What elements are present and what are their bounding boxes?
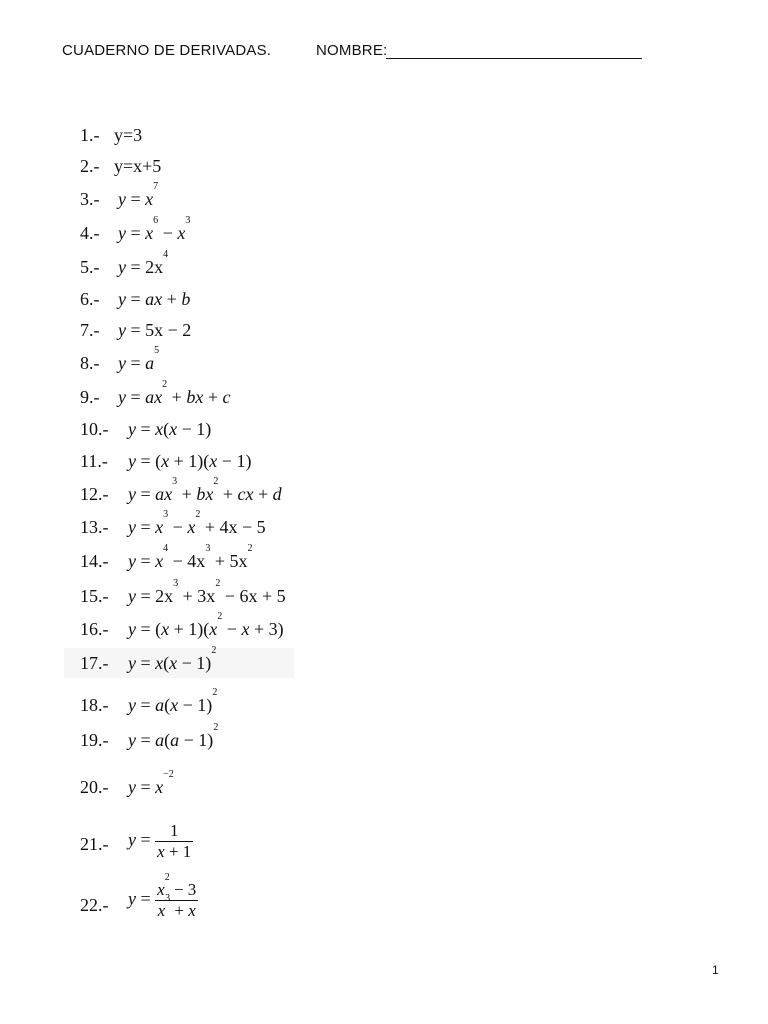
- exercise-formula: $y = a(a - 1)^2$: [128, 722, 219, 750]
- exercise-number: 17.-: [80, 653, 109, 673]
- exercise-formula: y = x(x − 1): [128, 419, 212, 439]
- exercise-formula: y = (x + 1)(x − 1): [128, 451, 252, 471]
- exercise-number: 19.-: [80, 730, 109, 750]
- exercise-number: 8.-: [80, 353, 100, 373]
- exercise-number: 3.-: [80, 189, 100, 209]
- exercise-number: 15.-: [80, 586, 109, 606]
- exercise-number: 6.-: [80, 289, 100, 309]
- exercise-formula: y = $\frac{x^2 - 3}{x^3 + x}$: [128, 872, 197, 920]
- exercise-formula: y = 5x − 2: [118, 320, 192, 340]
- exercise-number: 4.-: [80, 223, 100, 243]
- page-number: 1: [712, 963, 719, 977]
- exercise-formula: y=3: [114, 125, 143, 145]
- exercise-number: 18.-: [80, 695, 109, 715]
- exercise-formula: y=x+5: [114, 156, 162, 176]
- exercise-formula: $y = 2x^3 + 3x^2 - 6x + 5$: [128, 578, 286, 606]
- exercise-formula: $y = a(x - 1)^2$: [128, 687, 218, 715]
- exercise-number: 9.-: [80, 387, 100, 407]
- exercise-formula: y = ax + b: [118, 289, 191, 309]
- exercise-formula: $y = x^{-2}$: [128, 769, 174, 797]
- exercise-formula: $y = x(x - 1)^2$: [128, 645, 217, 673]
- exercise-number: 10.-: [80, 419, 109, 439]
- exercise-number: 22.-: [80, 895, 109, 915]
- exercise-number: 21.-: [80, 834, 109, 854]
- name-label: NOMBRE:: [316, 42, 388, 59]
- exercise-number: 5.-: [80, 257, 100, 277]
- exercise-number: 11.-: [80, 451, 108, 471]
- name-blank-line: [386, 58, 642, 59]
- exercise-formula: $y = ax^3 + bx^2$ + cx + d: [128, 476, 282, 504]
- exercise-number: 2.-: [80, 156, 100, 176]
- exercise-formula: $y = x^6 - x^3$: [118, 215, 191, 243]
- exercise-formula: $y = x^7$: [118, 181, 159, 209]
- exercise-formula: $y = (x + 1)(x^2 - x + 3)$: [128, 611, 284, 639]
- exercise-number: 16.-: [80, 619, 109, 639]
- exercise-formula: $y = 2x^4$: [118, 249, 169, 277]
- exercise-formula: $y = x^4 - 4x^3 + 5x^2$: [128, 543, 253, 571]
- exercise-number: 7.-: [80, 320, 100, 340]
- exercise-formula: $y = x^3 - x^2 + 4x - 5$: [128, 509, 266, 537]
- exercise-formula: y = $\frac{1}{x + 1}$: [128, 821, 192, 861]
- header-title: CUADERNO DE DERIVADAS.: [62, 42, 272, 59]
- exercise-number: 14.-: [80, 551, 109, 571]
- exercise-number: 12.-: [80, 484, 109, 504]
- exercise-formula: $y = a^5$: [118, 345, 160, 373]
- exercise-number: 20.-: [80, 777, 109, 797]
- exercise-number: 13.-: [80, 517, 109, 537]
- exercise-formula: $y = ax^2$ + bx + c: [118, 379, 231, 407]
- exercise-number: 1.-: [80, 125, 100, 145]
